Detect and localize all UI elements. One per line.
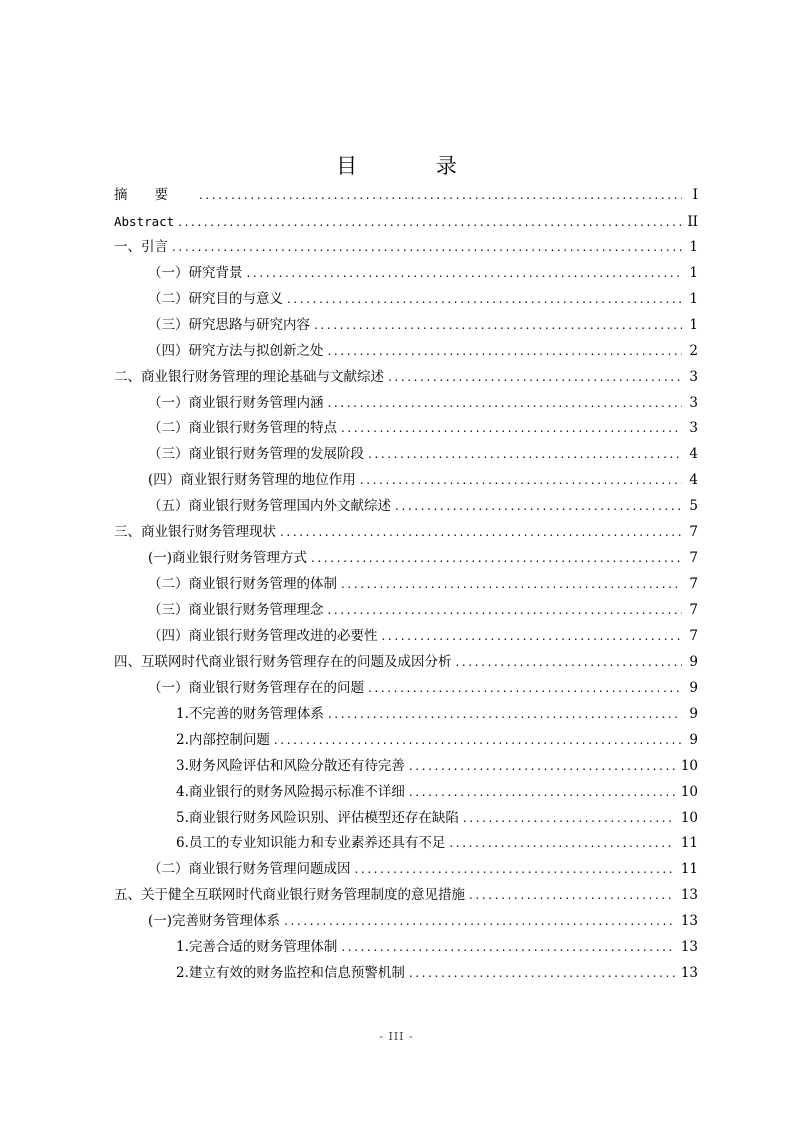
toc-dot-leader — [178, 210, 681, 236]
toc-dot-leader — [388, 365, 682, 391]
toc-entry-page-number: 11 — [680, 835, 698, 852]
toc-entry-label: 四、互联网时代商业银行财务管理存在的问题及成因分析 — [114, 653, 452, 670]
toc-dot-leader — [409, 780, 675, 806]
toc-entry[interactable] — [114, 546, 698, 572]
toc-entry-page-number: 10 — [680, 783, 698, 800]
toc-dot-leader — [247, 261, 683, 287]
toc-entry-page-number: 3 — [689, 394, 698, 411]
toc-dot-leader — [469, 883, 675, 909]
toc-entry[interactable] — [114, 209, 698, 235]
toc-entry-label: (一)商业银行财务管理方式 — [148, 550, 308, 567]
toc-entry[interactable] — [114, 183, 698, 209]
toc-entry-label: 一、引言 — [114, 238, 168, 255]
table-of-contents — [114, 183, 698, 987]
toc-entry[interactable] — [114, 780, 698, 806]
toc-entry-page-number: 3 — [689, 420, 698, 437]
toc-dot-leader — [199, 183, 682, 209]
toc-entry-page-number: 7 — [689, 550, 698, 567]
toc-dot-leader — [311, 546, 682, 572]
toc-entry-page-number: 1 — [689, 238, 698, 255]
toc-entry-page-number: 1 — [689, 290, 698, 307]
toc-entry[interactable] — [114, 572, 698, 598]
toc-dot-leader — [456, 650, 683, 676]
toc-entry-page-number: 13 — [680, 965, 698, 982]
toc-entry-label: 5.商业银行财务风险识别、评估模型还存在缺陷 — [176, 809, 459, 826]
toc-entry-label: 3.财务风险评估和风险分散还有待完善 — [176, 757, 405, 774]
toc-entry-label: （三）研究思路与研究内容 — [148, 316, 310, 333]
toc-entry-label: （三）商业银行财务管理理念 — [148, 602, 324, 618]
toc-dot-leader — [341, 572, 682, 598]
toc-dot-leader — [409, 961, 675, 987]
toc-dot-leader — [463, 806, 675, 832]
toc-entry-page-number: 11 — [680, 861, 698, 878]
toc-entry[interactable] — [114, 287, 698, 313]
page-number-footer: - III - — [379, 1030, 414, 1043]
toc-entry-label: （一）商业银行财务管理存在的问题 — [148, 679, 364, 696]
toc-entry[interactable] — [114, 391, 698, 417]
toc-entry[interactable] — [114, 339, 698, 365]
toc-entry-label: （四）研究方法与拟创新之处 — [148, 342, 324, 359]
toc-dot-leader — [355, 857, 675, 883]
toc-dot-leader — [328, 391, 683, 417]
toc-entry-page-number: 4 — [689, 472, 698, 489]
toc-entry-label: (一)完善财务管理体系 — [148, 913, 281, 930]
toc-entry-page-number: II — [687, 213, 698, 230]
toc-entry-page-number: 9 — [689, 731, 698, 748]
toc-entry[interactable] — [114, 416, 698, 442]
toc-entry[interactable] — [114, 728, 698, 754]
toc-entry-page-number: 1 — [689, 316, 698, 333]
toc-entry[interactable] — [114, 598, 698, 624]
page-title: 目 录 — [336, 154, 493, 178]
toc-entry-label: (四）商业银行财务管理的地位作用 — [148, 472, 356, 489]
toc-entry[interactable] — [114, 650, 698, 676]
toc-entry-label: （二）商业银行财务管理的特点 — [148, 420, 337, 437]
toc-entry-label: 二、商业银行财务管理的理论基础与文献综述 — [114, 368, 384, 385]
toc-entry[interactable] — [114, 520, 698, 546]
toc-entry-page-number: 9 — [689, 679, 698, 696]
toc-dot-leader — [328, 339, 683, 365]
toc-entry-label: 1.不完善的财务管理体系 — [176, 705, 324, 722]
toc-entry-page-number: 13 — [680, 939, 698, 956]
toc-entry-page-number: 7 — [689, 524, 698, 541]
toc-entry-label: 2.建立有效的财务监控和信息预警机制 — [176, 965, 405, 982]
toc-dot-leader — [449, 831, 674, 857]
toc-entry-page-number: 4 — [689, 446, 698, 463]
toc-dot-leader — [274, 728, 682, 754]
toc-entry-label: （二）商业银行财务管理问题成因 — [148, 861, 351, 878]
toc-entry-page-number: 2 — [689, 342, 698, 359]
toc-entry-label: 五、关于健全互联网时代商业银行财务管理制度的意见措施 — [114, 887, 465, 904]
toc-entry[interactable] — [114, 935, 698, 961]
toc-entry-page-number: 7 — [689, 602, 698, 618]
toc-entry[interactable] — [114, 857, 698, 883]
toc-entry-label: （二）商业银行财务管理的体制 — [148, 576, 337, 593]
toc-entry-page-number: 10 — [680, 809, 698, 826]
toc-entry-page-number: 9 — [689, 705, 698, 722]
toc-dot-leader — [284, 909, 675, 935]
toc-entry-label: 2.内部控制问题 — [176, 731, 270, 748]
toc-entry[interactable] — [114, 624, 698, 650]
toc-entry[interactable] — [114, 831, 698, 857]
toc-entry-label: （一）商业银行财务管理内涵 — [148, 394, 324, 411]
toc-entry[interactable] — [114, 883, 698, 909]
toc-entry[interactable] — [114, 313, 698, 339]
toc-entry-label: 6.员工的专业知识能力和专业素养还具有不足 — [176, 835, 446, 852]
toc-entry-page-number: 7 — [689, 576, 698, 593]
toc-entry[interactable] — [114, 365, 698, 391]
toc-dot-leader — [328, 598, 683, 624]
toc-dot-leader — [368, 676, 682, 702]
toc-dot-leader — [382, 624, 683, 650]
toc-entry-page-number: 3 — [689, 368, 698, 385]
toc-entry-label: （三）商业银行财务管理的发展阶段 — [148, 446, 364, 463]
toc-dot-leader — [360, 468, 682, 494]
toc-entry-page-number: 13 — [680, 913, 698, 930]
toc-entry[interactable] — [114, 909, 698, 935]
toc-entry-page-number: I — [692, 187, 698, 203]
toc-dot-leader — [341, 416, 682, 442]
toc-entry[interactable] — [114, 754, 698, 780]
toc-entry[interactable] — [114, 235, 698, 261]
toc-entry[interactable] — [114, 702, 698, 728]
toc-entry-label: （一）研究背景 — [148, 264, 243, 281]
toc-entry[interactable] — [114, 961, 698, 987]
toc-dot-leader — [287, 287, 682, 313]
toc-entry[interactable] — [114, 261, 698, 287]
toc-entry[interactable] — [114, 468, 698, 494]
toc-entry[interactable] — [114, 442, 698, 468]
toc-entry-label: （四）商业银行财务管理改进的必要性 — [148, 627, 378, 644]
toc-entry-label: 4.商业银行的财务风险揭示标准不详细 — [176, 783, 405, 800]
toc-entry-label: 摘要 — [114, 187, 195, 203]
toc-entry-page-number: 13 — [680, 887, 698, 904]
toc-entry-label: （二）研究目的与意义 — [148, 290, 283, 307]
toc-dot-leader — [368, 442, 682, 468]
toc-dot-leader — [280, 520, 682, 546]
toc-entry-page-number: 7 — [689, 627, 698, 644]
toc-entry-label: Abstract — [114, 213, 175, 229]
toc-entry-page-number: 10 — [680, 757, 698, 774]
toc-entry-page-number: 1 — [689, 264, 698, 281]
toc-entry-page-number: 5 — [689, 498, 698, 515]
toc-entry[interactable] — [114, 676, 698, 702]
toc-dot-leader — [328, 702, 682, 728]
toc-entry[interactable] — [114, 494, 698, 520]
toc-dot-leader — [314, 313, 682, 339]
toc-entry-label: （五）商业银行财务管理国内外文献综述 — [148, 498, 391, 515]
toc-entry-label: 1.完善合适的财务管理体制 — [176, 939, 338, 956]
toc-dot-leader — [409, 754, 675, 780]
toc-entry-label: 三、商业银行财务管理现状 — [114, 524, 276, 541]
toc-entry-page-number: 9 — [689, 653, 698, 670]
toc-dot-leader — [395, 494, 682, 520]
toc-entry[interactable] — [114, 806, 698, 832]
toc-dot-leader — [341, 935, 674, 961]
toc-dot-leader — [172, 235, 682, 261]
